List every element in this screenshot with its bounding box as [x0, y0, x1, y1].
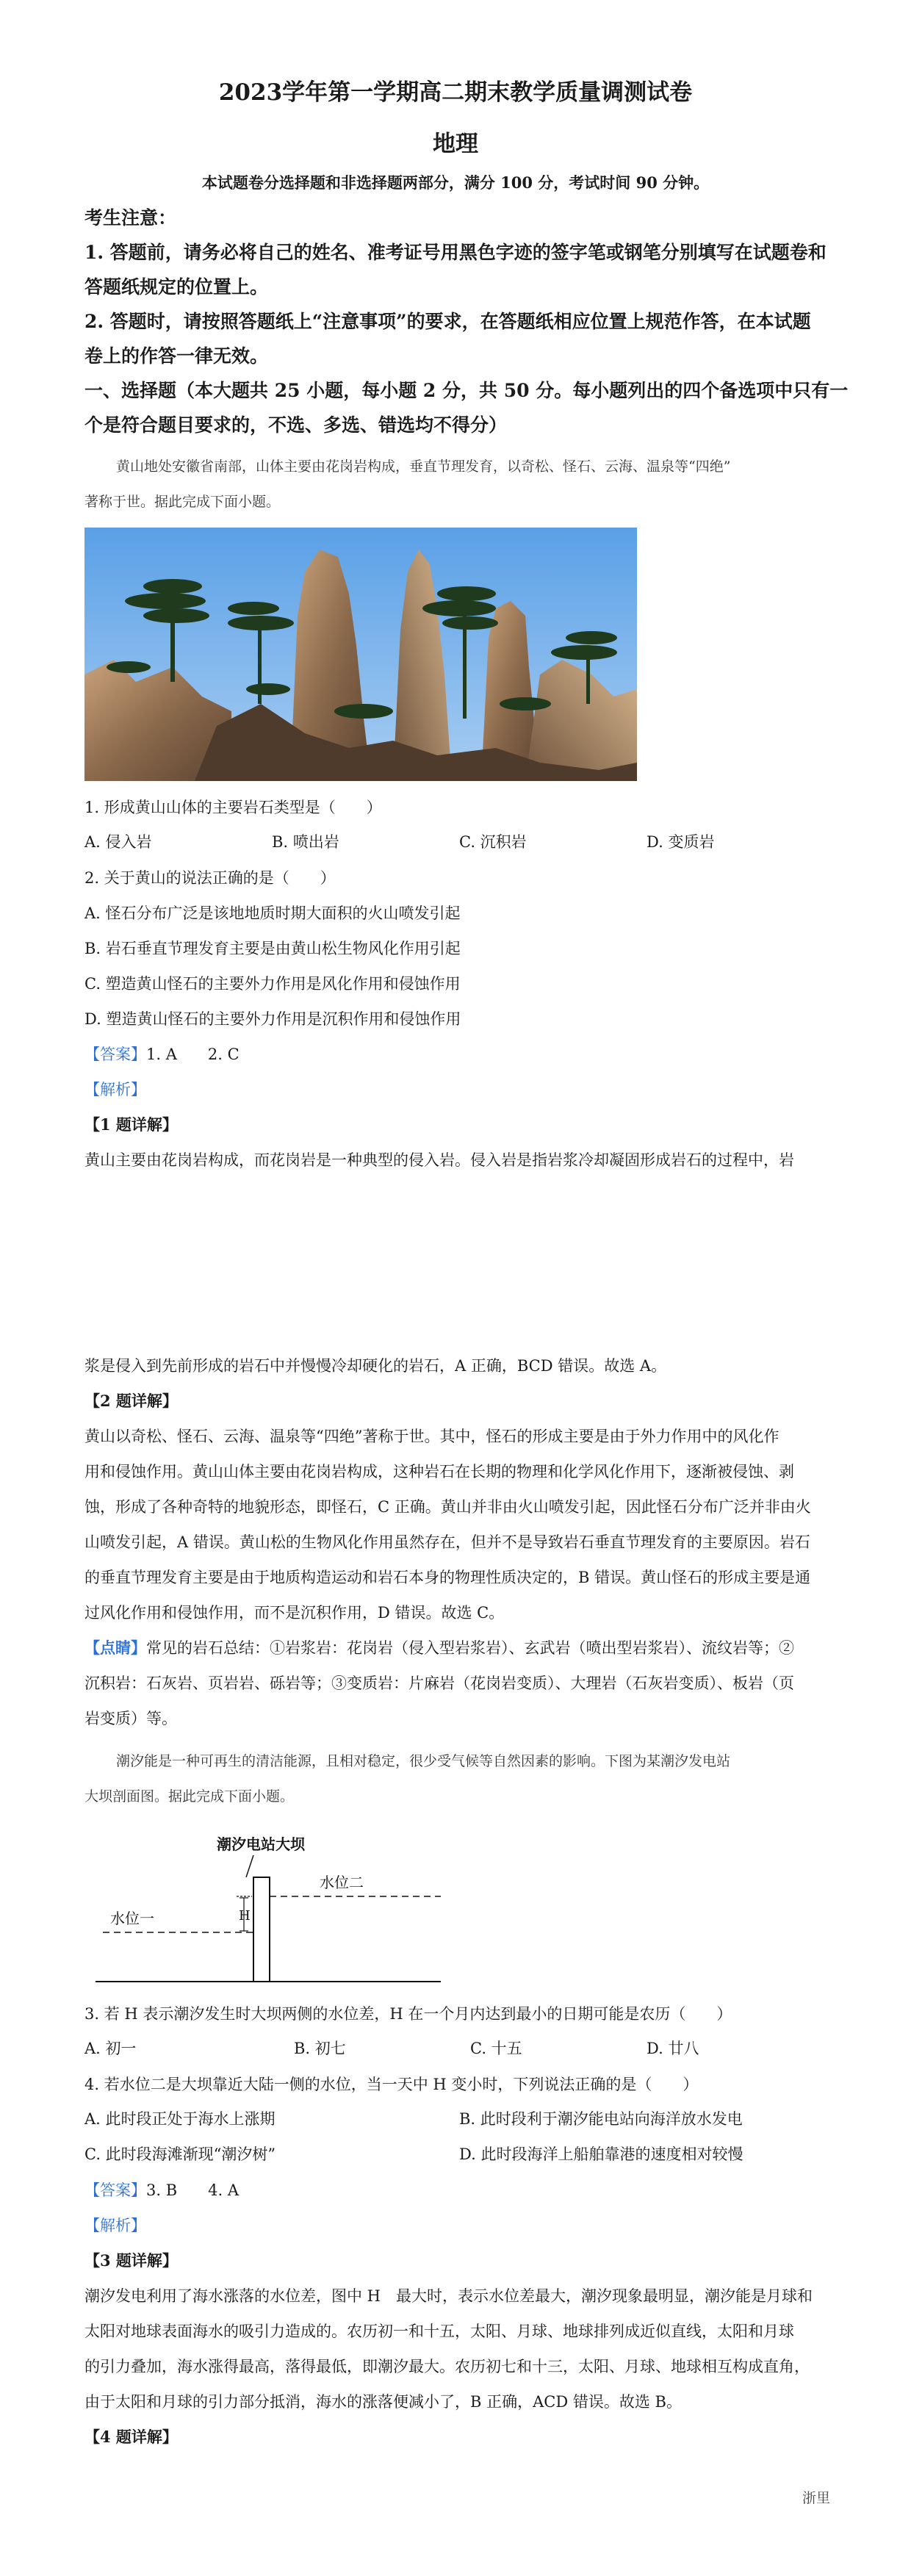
detail3-line1: 潮汐发电利用了海水涨落的水位差，图中 H 最大时，表示水位差最大，潮汐现象最明显，潮汐能是月球和 — [84, 2287, 813, 2305]
notice-item1-line1: 1. 答题前，请务必将自己的姓名、准考证号用黑色字迹的签字笔或钢笔分别填写在试题卷和 — [84, 242, 827, 263]
answer1-text: 1. A 2. C — [146, 1046, 240, 1063]
q3-option-c: C. 十五 — [470, 2040, 522, 2057]
huangshan-photo — [84, 528, 637, 781]
q1-stem: 1. 形成黄山山体的主要岩石类型是（ ） — [84, 799, 382, 816]
section1-heading-line2: 个是符合题目要求的，不选、多选、错选均不得分） — [84, 414, 508, 436]
answer2 — [84, 2178, 841, 2203]
q4-stem: 4. 若水位二是大坝靠近大陆一侧的水位，当一天中 H 变小时，下列说法正确的是（ ） — [84, 2076, 699, 2093]
q1-option-c: C. 沉积岩 — [459, 833, 527, 851]
footer-text: 浙里 — [802, 2490, 830, 2506]
section1-heading-line1: 一、选择题（本大题共 25 小题，每小题 2 分，共 50 分。每小题列出的四个备选项中只有一 — [84, 380, 849, 401]
detail4-heading: 【4 题详解】 — [84, 2428, 178, 2446]
detail2-line1: 黄山以奇松、怪石、云海、温泉等“四绝”著称于世。其中，怪石的形成主要是由于外力作用中的风化作 — [84, 1428, 779, 1445]
passage1-line2: 著称于世。据此完成下面小题。 — [84, 494, 281, 510]
notice-item1-line2: 答题纸规定的位置上。 — [84, 276, 269, 298]
notice-item2-line2: 卷上的作答一律无效。 — [84, 345, 269, 367]
q2-option-a: A. 怪石分布广泛是该地地质时期大面积的火山喷发引起 — [84, 904, 461, 922]
exam-intro: 本试题卷分选择题和非选择题两部分，满分 100 分，考试时间 90 分钟。 — [201, 173, 710, 192]
tip-line3: 岩变质）等。 — [84, 1710, 177, 1727]
diagram-title: 潮汐电站大坝 — [217, 1835, 305, 1853]
detail2-line6: 过风化作用和侵蚀作用，而不是沉积作用，D 错误。故选 C。 — [84, 1604, 505, 1622]
diagram-level1: 水位一 — [110, 1910, 154, 1927]
tip-label: 【点睛】 — [84, 1638, 146, 1657]
detail2-line4: 山喷发引起，A 错误。黄山松的生物风化作用虽然存在，但并不是导致岩石垂直节理发育的主要原因。岩石 — [84, 1533, 810, 1551]
q1-option-b: B. 喷出岩 — [272, 833, 339, 851]
q4-option-a: A. 此时段正处于海水上涨期 — [84, 2110, 276, 2128]
q4-option-b: B. 此时段利于潮汐能电站向海洋放水发电 — [459, 2110, 743, 2128]
answer1-label: 【答案】 — [84, 1046, 146, 1063]
detail3-line3: 的引力叠加，海水涨得最高，落得最低，即潮汐最大。农历初七和十三，太阳、月球、地球相互构成直角， — [84, 2358, 810, 2375]
analysis-label-1: 【解析】 — [84, 1081, 146, 1098]
q2-stem: 2. 关于黄山的说法正确的是（ ） — [84, 869, 336, 887]
tidal-dam-diagram — [96, 1833, 448, 1987]
q2-option-b: B. 岩石垂直节理发育主要是由黄山松生物风化作用引起 — [84, 940, 461, 957]
passage1-line1: 黄山地处安徽省南部，山体主要由花岗岩构成，垂直节理发育，以奇松、怪石、云海、温泉等“四绝” — [116, 458, 731, 475]
q3-option-a: A. 初一 — [84, 2040, 137, 2057]
notice-item2-line1: 2. 答题时，请按照答题纸上“注意事项”的要求，在答题纸相应位置上规范作答，在本试题 — [84, 311, 811, 332]
subject-title: 地理 — [433, 131, 478, 157]
detail2-line5: 的垂直节理发育主要是由于地质构造运动和岩石本身的物理性质决定的，B 错误。黄山怪石的形成主要是通 — [84, 1569, 811, 1586]
q1-option-a: A. 侵入岩 — [84, 833, 152, 851]
passage2-line1: 潮汐能是一种可再生的清洁能源，且相对稳定，很少受气候等自然因素的影响。下图为某潮汐发电站 — [116, 1753, 731, 1769]
notice-heading: 考生注意： — [84, 207, 177, 229]
detail2-line2: 用和侵蚀作用。黄山山体主要由花岗岩构成，这种岩石在长期的物理和化学风化作用下，逐渐被侵蚀、剥 — [84, 1463, 794, 1481]
diagram-level2: 水位二 — [320, 1874, 364, 1891]
exam-title: 2023学年第一学期高二期末教学质量调测试卷 — [218, 79, 693, 106]
tip-line1 — [84, 1636, 841, 1661]
detail3-line4: 由于太阳和月球的引力部分抵消，海水的涨落便减小了，B 正确，ACD 错误。故选 B。 — [84, 2393, 682, 2411]
passage2-line2: 大坝剖面图。据此完成下面小题。 — [84, 1788, 295, 1805]
detail3-line2: 太阳对地球表面海水的吸引力造成的。农历初一和十五，太阳、月球、地球排列成近似直线，太阳和月球 — [84, 2323, 794, 2340]
diagram-h: H — [239, 1908, 251, 1924]
detail2-heading: 【2 题详解】 — [84, 1392, 178, 1410]
q3-option-d: D. 廿八 — [647, 2040, 699, 2057]
q3-option-b: B. 初七 — [294, 2040, 346, 2057]
q3-stem: 3. 若 H 表示潮汐发生时大坝两侧的水位差，H 在一个月内达到最小的日期可能是农历（ ） — [84, 2005, 732, 2023]
detail1-heading: 【1 题详解】 — [84, 1115, 178, 1134]
q2-option-d: D. 塑造黄山怪石的主要外力作用是沉积作用和侵蚀作用 — [84, 1010, 461, 1028]
answer1 — [84, 1042, 841, 1067]
detail2-line3: 蚀，形成了各种奇特的地貌形态，即怪石，C 正确。黄山并非由火山喷发引起，因此怪石分布广泛并非由火 — [84, 1498, 811, 1516]
q2-option-c: C. 塑造黄山怪石的主要外力作用是风化作用和侵蚀作用 — [84, 975, 461, 993]
q1-option-d: D. 变质岩 — [647, 833, 715, 851]
tip-line2: 沉积岩：石灰岩、页岩岩、砾岩等；③变质岩：片麻岩（花岗岩变质）、大理岩（石灰岩变质）、板岩（页 — [84, 1674, 794, 1692]
detail1-line2: 浆是侵入到先前形成的岩石中并慢慢冷却硬化的岩石，A 正确，BCD 错误。故选 A。 — [84, 1357, 667, 1375]
detail3-heading: 【3 题详解】 — [84, 2251, 178, 2270]
analysis-label-2: 【解析】 — [84, 2217, 146, 2234]
q4-option-d: D. 此时段海洋上船舶靠港的速度相对较慢 — [459, 2145, 743, 2163]
q4-option-c: C. 此时段海滩渐现“潮汐树” — [84, 2145, 276, 2163]
answer2-text: 3. B 4. A — [146, 2181, 240, 2199]
answer2-label: 【答案】 — [84, 2181, 146, 2199]
detail1-line1: 黄山主要由花岗岩构成，而花岗岩是一种典型的侵入岩。侵入岩是指岩浆冷却凝固形成岩石的过程中，岩 — [84, 1151, 794, 1169]
tip-line1-text: 常见的岩石总结：①岩浆岩：花岗岩（侵入型岩浆岩）、玄武岩（喷出型岩浆岩）、流纹岩等；② — [146, 1639, 794, 1657]
